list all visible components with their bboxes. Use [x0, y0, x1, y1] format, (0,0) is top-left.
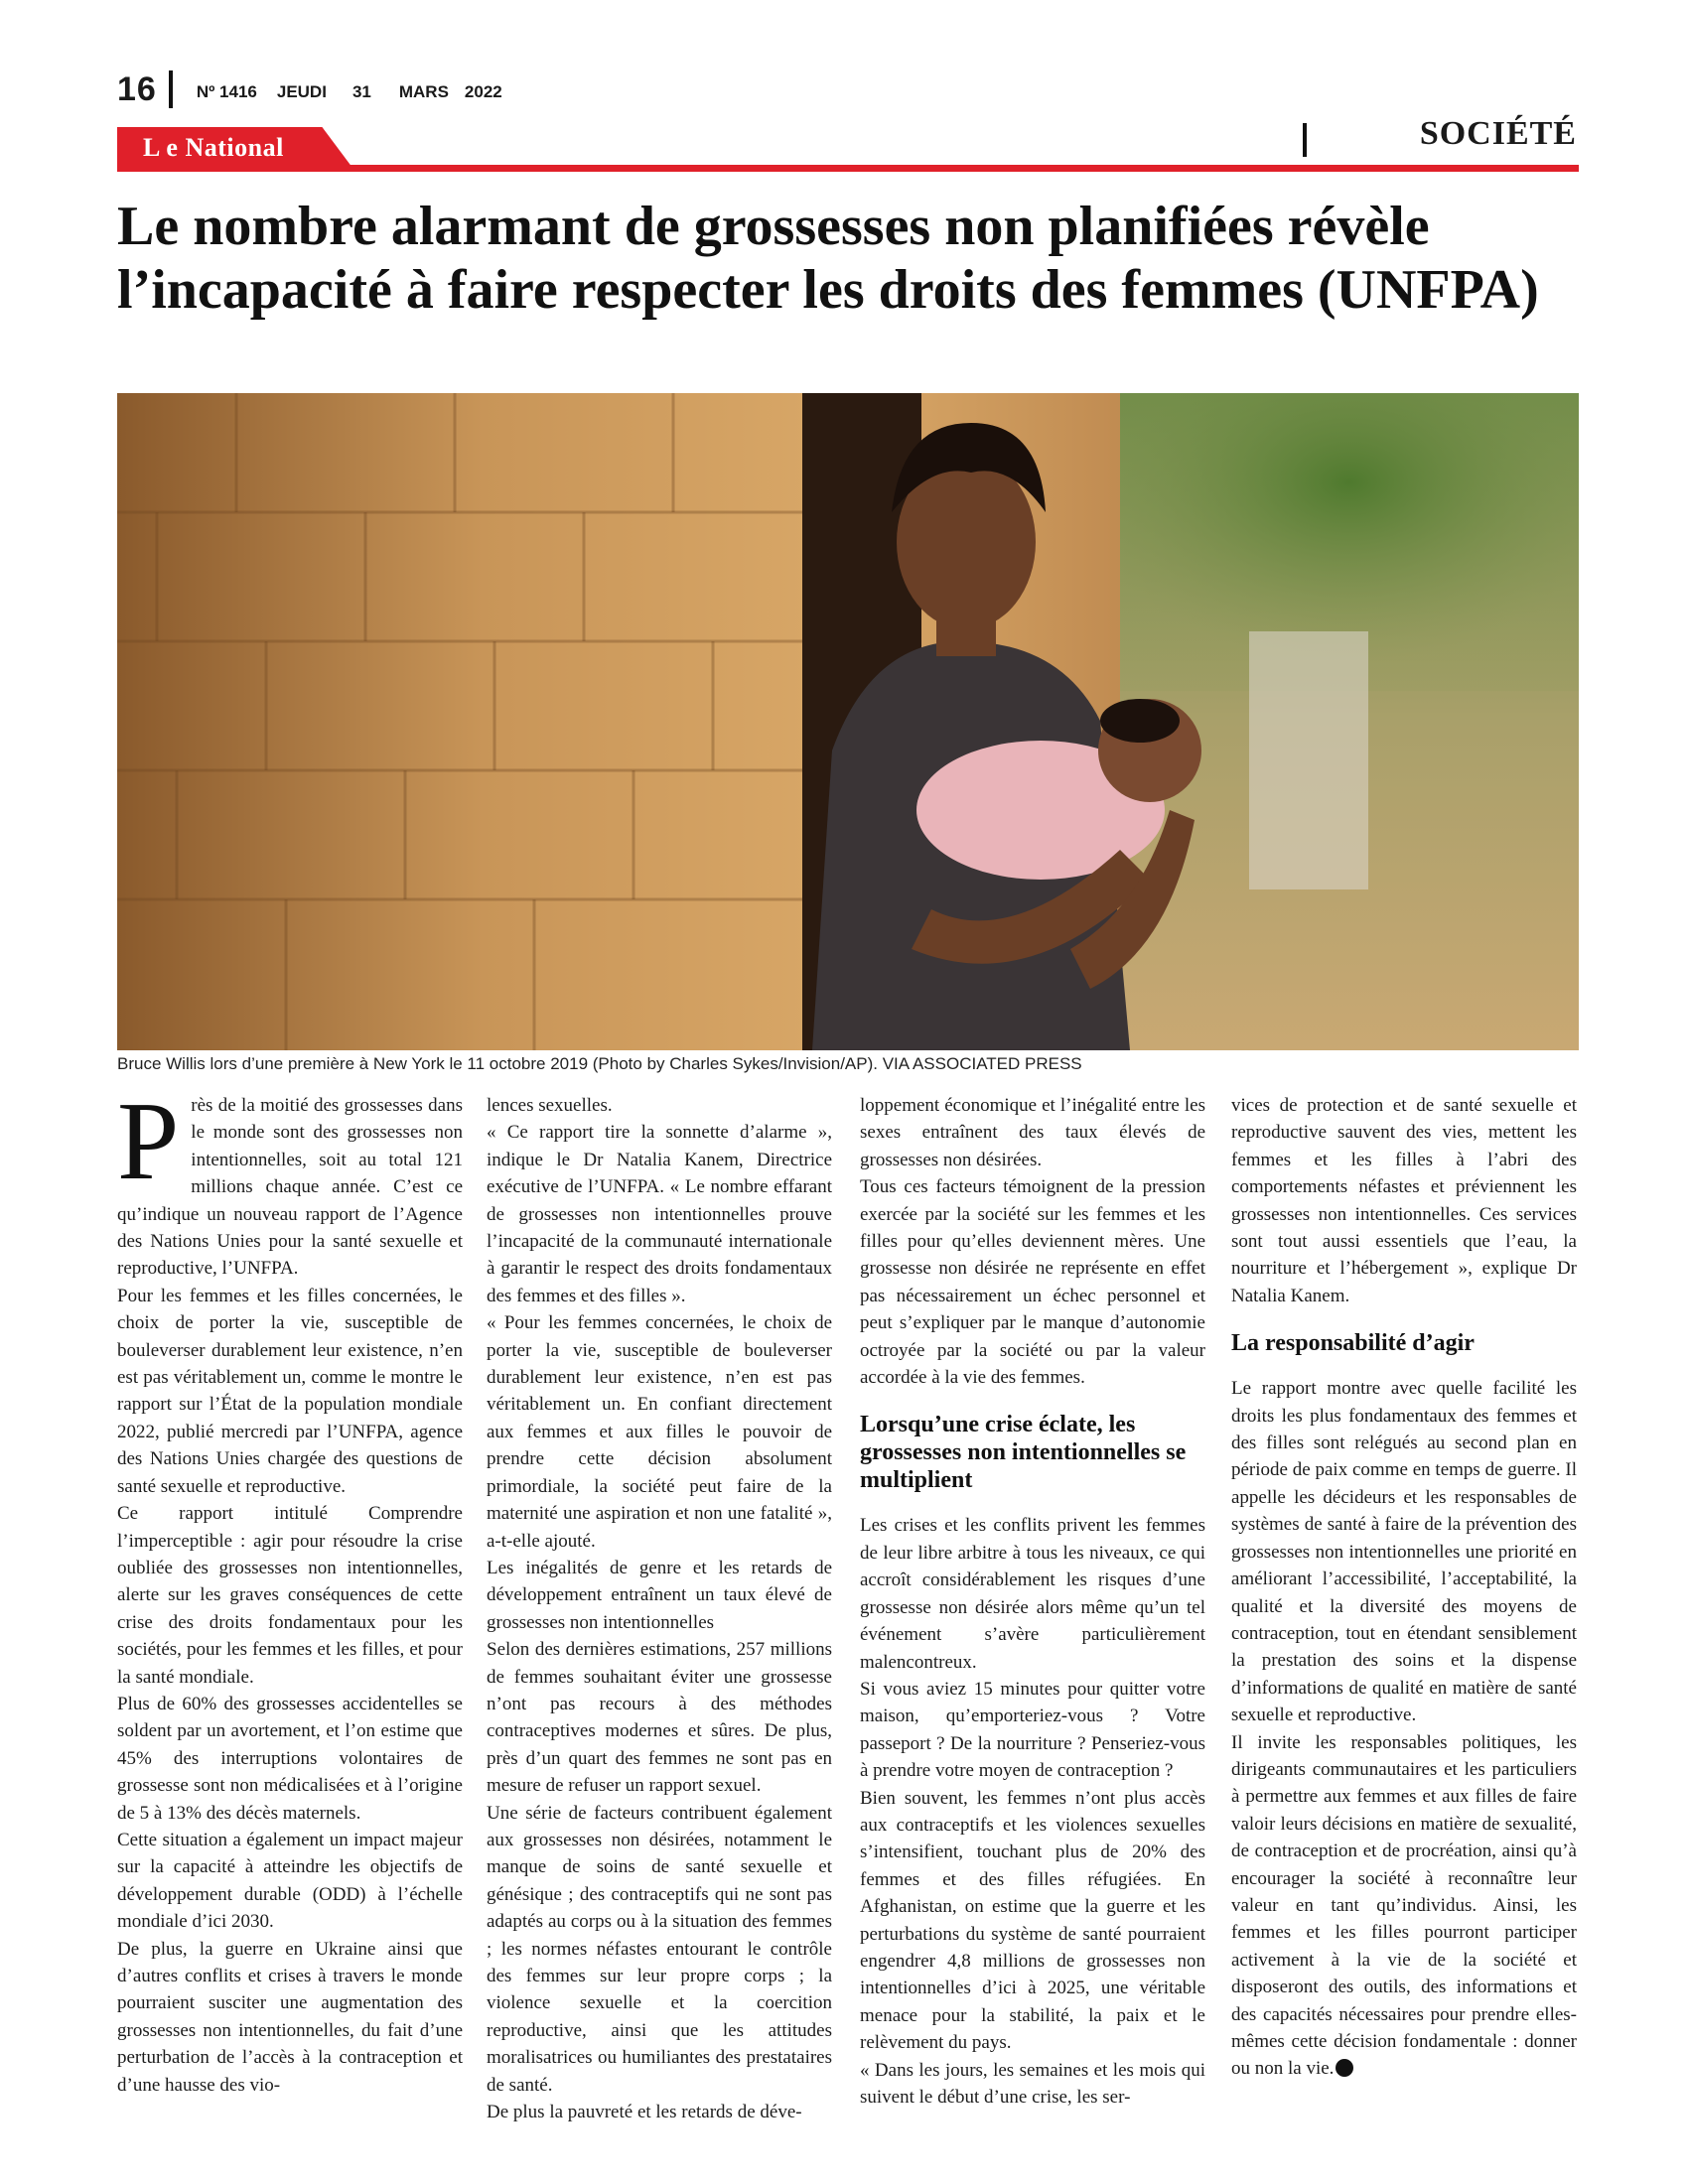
issue-weekday: JEUDI: [276, 82, 327, 101]
article-paragraph: Si vous aviez 15 minutes pour quitter votre maison, qu’emporteriez-vous ? Votre passeport ? De la nourriture ? Penseriez-vous à prendre votre moyen de contraception ?: [860, 1678, 1205, 1782]
section-divider: [1303, 123, 1307, 157]
section-title: SOCIÉTÉ: [1419, 115, 1577, 152]
article-column-3: [860, 1092, 1205, 2111]
article-paragraph: Près de la moitié des grossesses dans le monde sont des grossesses non intentionnelles, soit au total 121 millions chaque année. C’est ce qu’indique un nouveau rapport de l’Agence des Nations Unies pour la santé sexuelle et reproductive, l’UNFPA.: [117, 1080, 463, 1280]
article-column-4: [1231, 1092, 1577, 2083]
article-paragraph: loppement économique et l’inégalité entre les sexes entraînent des taux élevés de grossesses non désirées.: [860, 1095, 1205, 1170]
article-paragraph: De plus la pauvreté et les retards de déve-: [487, 2102, 802, 2123]
article-photo: [117, 393, 1579, 1050]
article-paragraph: Tous ces facteurs témoignent de la pression exercée par la société sur les femmes et les filles pour qu’elles deviennent mères. Une grossesse non désirée ne représente en effet pas nécessairement un échec personnel et peut s’expliquer par le manque d’autonomie octroyée par la société ou par la valeur accordée à la vie des femmes.: [860, 1176, 1205, 1389]
newspaper-name: L e National: [143, 133, 284, 162]
article-paragraph: Selon des dernières estimations, 257 millions de femmes souhaitant éviter une grossesse n’ont pas recours à des méthodes contraceptives modernes et sûres. De plus, près d’un quart des femmes ne sont pas en mesure de refuser un rapport sexuel.: [487, 1639, 832, 1797]
article-paragraph: Pour les femmes et les filles concernées, le choix de porter la vie, susceptible de bouleverser durablement leur existence, n’en est pas véritablement un, comme le montre le rapport sur l’État de la population mondiale 2022, publié mercredi par l’UNFPA, agence des Nations Unies chargée des questions de santé sexuelle et reproductive.: [117, 1285, 463, 1497]
article-paragraph: « Pour les femmes concernées, le choix de porter la vie, susceptible de bouleverser durablement leur existence, n’en est pas véritablement un. En confiant directement aux femmes et aux filles le pouvoir de prendre cette décision absolument primordiale, la société peut faire de la maternité une aspiration et non une fatalité », a-t-elle ajouté.: [487, 1312, 832, 1552]
page-number-divider: [169, 70, 173, 108]
article-paragraph: Bien souvent, les femmes n’ont plus accès aux contraceptifs et les violences sexuelles s’intensifient, touchant plus de 20% des femmes et des filles réfugiées. En Afghanistan, on estime que la guerre et les perturbations du système de santé pourraient engendrer 4,8 millions de grossesses non intentionnelles d’ici à 2025, une véritable menace pour la stabilité, la paix et le relèvement du pays.: [860, 1787, 1205, 2054]
drop-cap: P: [117, 1080, 180, 1203]
issue-info: [197, 82, 502, 102]
issue-month: MARS: [398, 82, 449, 101]
article-paragraph: Cette situation a également un impact majeur sur la capacité à atteindre les objectifs de développement durable (ODD) à l’échelle mondiale d’ici 2030.: [117, 1829, 463, 1933]
page-header: [117, 68, 502, 111]
article-column-1: [117, 1080, 463, 2099]
article-subheading: Lorsqu’une crise éclate, les grossesses non intentionnelles se multiplient: [860, 1412, 1187, 1494]
article-paragraph: De plus, la guerre en Ukraine ainsi que d’autres conflits et crises à travers le monde pourraient susciter une augmentation des grossesses non intentionnelles, du fait d’une perturbation de l’accès à la contraception et d’une hausse des vio-: [117, 1938, 463, 2096]
issue-number: Nº 1416: [196, 82, 257, 101]
article-paragraph: lences sexuelles.: [487, 1095, 613, 1116]
end-of-article-icon: [1336, 2059, 1353, 2077]
article-paragraph: Plus de 60% des grossesses accidentelles se soldent par un avortement, et l’on estime que 45% des interruptions volontaires de grossesse sont non médicalisées et à l’origine de 5 à 13% des décès maternels.: [117, 1693, 463, 1824]
page-number: 16: [117, 69, 157, 108]
article-paragraph: vices de protection et de santé sexuelle et reproductive sauvent des vies, mettent les femmes et les filles à l’abri des comportements néfastes et préviennent les grossesses non intentionnelles. Ces services sont tout aussi essentiels que l’eau, la nourriture et l’hébergement », explique Dr Natalia Kanem.: [1231, 1095, 1577, 1306]
article-paragraph: « Ce rapport tire la sonnette d’alarme », indique le Dr Natalia Kanem, Directrice exécutive de l’UNFPA. « Le nombre effarant de grossesses non intentionnelles prouve l’incapacité de la communauté internationale à garantir le respect des droits fondamentaux des femmes et des filles ».: [487, 1122, 832, 1306]
article-paragraph: Ce rapport intitulé Comprendre l’imperceptible : agir pour résoudre la crise oubliée des grossesses non intentionnelles, alerte sur les graves conséquences de cette crise des droits fondamentaux pour les sociétés, pour les femmes et les filles, et pour la santé mondiale.: [117, 1503, 463, 1688]
article-paragraph: Les crises et les conflits privent les femmes de leur libre arbitre à tous les niveaux, ce qui accroît considérablement les risques d’une grossesse non désirée alors même qu’un tel événement s’avère particulièrement malencontreux.: [860, 1515, 1205, 1673]
issue-day: 31: [352, 82, 371, 101]
section-rule: [117, 165, 1579, 172]
article-subheading: La responsabilité d’agir: [1231, 1330, 1475, 1357]
article-paragraph: Le rapport montre avec quelle facilité les droits les plus fondamentaux des femmes et des filles sont relégués au second plan en période de paix comme en temps de guerre. Il appelle les décideurs et les responsables de systèmes de santé à faire de la prévention des grossesses non intentionnelles une priorité en améliorant l’accessibilité, l’acceptabilité, la qualité et la diversité des moyens de contraception, tout en étendant sensiblement la prestation des soins et la dispense d’informations de qualité en matière de santé sexuelle et reproductive.: [1231, 1378, 1577, 1726]
article-paragraph: Il invite les responsables politiques, les dirigeants communautaires et les particuliers à permettre aux femmes et aux filles de faire valoir leurs décisions en matière de sexualité, de contraception et de procréation, ainsi qu’à encourager la société à reconnaître leur valeur en tant qu’individus. Ainsi, les femmes et les filles pourront participer activement à la vie de la société et disposeront des outils, des informations et des capacités nécessaires pour prendre elles-mêmes cette décision fondamentale : donner ou non la vie.: [1231, 1731, 1577, 2080]
article-paragraph: Une série de facteurs contribuent également aux grossesses non désirées, notamment le manque de soins de santé sexuelle et génésique ; des contraceptifs qui ne sont pas adaptés au corps ou à la situation des femmes ; les normes néfastes entourant le contrôle des femmes sur leur propre corps ; la violence sexuelle et la coercition reproductive, ainsi que les attitudes moralisatrices ou humiliantes des prestataires de santé.: [487, 1802, 832, 2096]
issue-year: 2022: [464, 82, 502, 101]
article-column-2: [487, 1092, 832, 2125]
article-paragraph: Les inégalités de genre et les retards de développement entraînent un taux élevé de grossesses non intentionnelles: [487, 1557, 832, 1633]
article-headline: Le nombre alarmant de grossesses non planifiées révèle l’incapacité à faire respecter les droits des femmes (UNFPA): [117, 196, 1539, 321]
photo-caption: Bruce Willis lors d’une première à New York le 11 octobre 2019 (Photo by Charles Sykes/Invision/AP). VIA ASSOCIATED PRESS: [117, 1054, 1082, 1073]
article-paragraph: « Dans les jours, les semaines et les mois qui suivent le début d’une crise, les ser-: [860, 2059, 1205, 2108]
